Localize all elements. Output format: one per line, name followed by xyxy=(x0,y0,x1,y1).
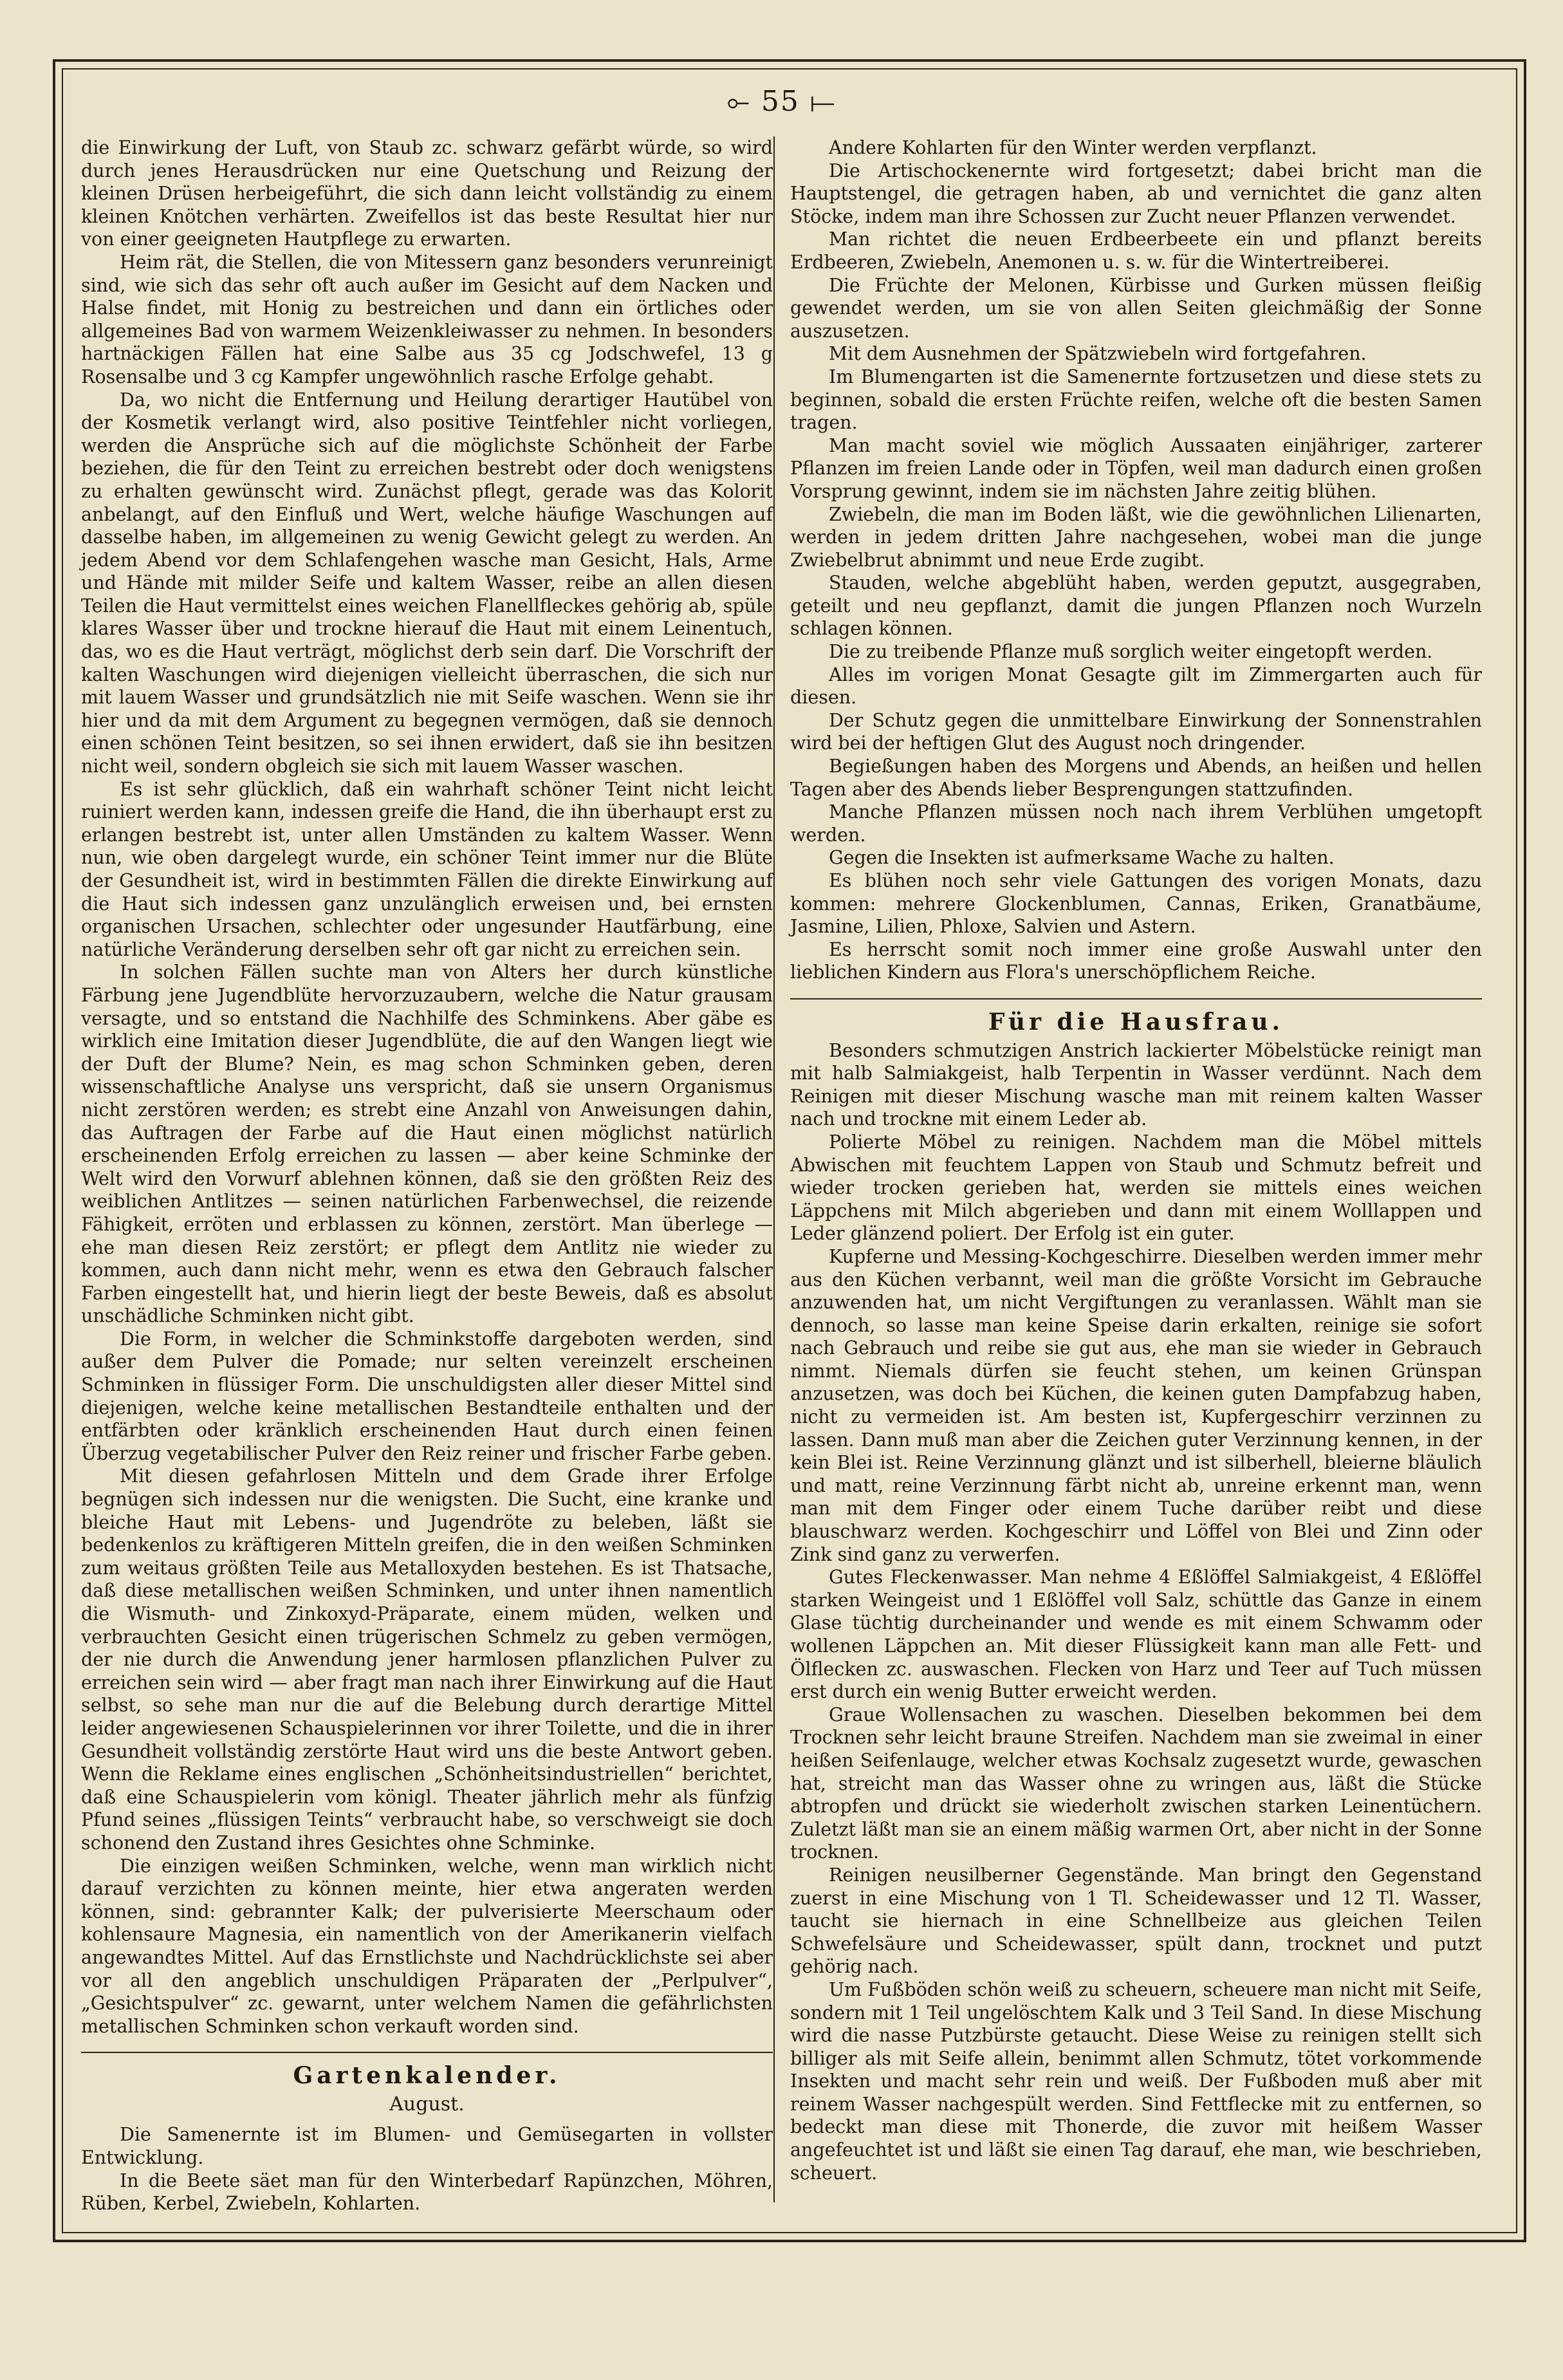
paragraph: Heim rät, die Stellen, die von Mitessern ganz besonders verunreinigt sind, wie sich das sehr oft auch außer im Gesicht auf dem Nacken und Halse findet, mit Honig zu bestreichen und dann ein örtliches oder allgemeines Bad von warmem Weizenkleiwasser zu nehmen. In besonders hartnäckigen Fällen hat eine Salbe aus 35 cg Jodschwefel, 13 g Rosensalbe und 3 cg Kampfer ungewöhnlich rasche Erfolge gehabt. xyxy=(81,251,773,387)
paragraph: Stauden, welche abgeblüht haben, werden geputzt, ausgegraben, geteilt und neu gepflanzt, damit die jungen Pflanzen noch Wurzeln schlagen können. xyxy=(790,572,1482,640)
paragraph: Manche Pflanzen müssen noch nach ihrem Verblühen umgetopft werden. xyxy=(790,801,1482,846)
paragraph: Alles im vorigen Monat Gesagte gilt im Zimmergarten auch für diesen. xyxy=(790,664,1482,709)
paragraph: Da, wo nicht die Entfernung und Heilung derartiger Hautübel von der Kosmetik verlangt wird, also positive Teintfehler nicht vorliegen, werden die Ansprüche sich auf die möglichste Schönheit der Farbe beziehen, die für den Teint zu erreichen bestrebt oder doch wenigstens zu erhalten gewünscht wird. Zunächst pflegt, gerade was das Kolorit anbelangt, auf den Einfluß und Wert, welche häufige Waschungen auf dasselbe haben, im allgemeinen zu wenig Gewicht gelegt zu werden. An jedem Abend vor dem Schlafengehen wasche man Gesicht, Hals, Arme und Hände mit milder Seife und kaltem Wasser, reibe an allen diesen Teilen die Haut vermittelst eines weichen Flanellfleckes gehörig ab, spüle klares Wasser über und trockne hierauf die Haut mit einem Leinentuch, das, wo es die Haut verträgt, möglichst derb sein darf. Die Vorschrift der kalten Waschungen wird diejenigen vielleicht überraschen, die sich nur mit lauem Wasser und grundsätzlich nie mit Seife waschen. Wenn sie ihr hier und da mit dem Argument zu begegnen vermögen, daß sie dennoch einen schönen Teint besitzen, so sei ihnen erwidert, daß sie ihn besitzen nicht weil, sondern obgleich sie sich mit lauem Wasser waschen. xyxy=(81,389,773,777)
paragraph: Zwiebeln, die man im Boden läßt, wie die gewöhnlichen Lilienarten, werden in jedem dritten Jahre nachgesehen, wobei man die junge Zwiebelbrut abnimmt und neue Erde zugibt. xyxy=(790,503,1482,571)
paragraph: Die Artischockenernte wird fortgesetzt; dabei bricht man die Hauptstengel, die getragen haben, ab und vernichtet die ganz alten Stöcke, indem man ihre Schossen zur Zucht neuer Pflanzen verwendet. xyxy=(790,160,1482,227)
paragraph: Die einzigen weißen Schminken, welche, wenn man wirklich nicht darauf verzichten zu können meinte, hier etwa angeraten werden können, sind: gebrannter Kalk; der pulverisierte Meerschaum oder kohlensaure Magnesia, ein namentlich von der Amerikanerin vielfach angewandtes Mittel. Auf das Ernstlichste und Nachdrücklichste sei aber vor all den angeblich unschuldigen Präparaten der „Perlpulver“, „Gesichtspulver“ zc. gewarnt, unter welchem Namen die gefährlichsten metallischen Schminken schon verkauft worden sind. xyxy=(81,1855,773,2037)
paragraph: Mit dem Ausnehmen der Spätzwiebeln wird fortgefahren. xyxy=(829,343,1367,365)
paragraph: Graue Wollensachen zu waschen. Dieselben bekommen bei dem Trocknen sehr leicht braune Streifen. Nachdem man sie zweimal in einer heißen Seifenlauge, welcher etwas Kochsalz zugesetzt wurde, gewaschen hat, streicht man das Wasser ohne zu wringen aus, läßt die Stücke abtropfen und drückt sie wiederholt zwischen starken Leinentüchern. Zuletzt läßt man sie an einem mäßig warmen Ort, aber nicht in der Sonne trocknen. xyxy=(790,1704,1482,1863)
ornament-right-icon: ⟝ xyxy=(809,85,837,118)
section-divider xyxy=(790,998,1482,999)
paragraph: Es blühen noch sehr viele Gattungen des vorigen Monats, dazu kommen: mehrere Glockenblumen, Cannas, Eriken, Granatbäume, Jasmine, Lilien, Phloxe, Salvien und Astern. xyxy=(790,870,1482,938)
household-heading: Für die Hausfrau. xyxy=(988,1008,1284,1036)
paragraph: die Einwirkung der Luft, von Staub zc. schwarz gefärbt würde, so wird durch jenes Herausdrücken nur eine Quetschung und Reizung der kleinen Drüsen herbeigeführt, die sich dann leicht vollständig zu einem kleinen Knötchen verhärten. Zweifellos ist das beste Resultat hier nur von einer geeigneten Hautpflege zu erwarten. xyxy=(81,137,773,250)
section-divider xyxy=(81,2052,773,2053)
paragraph: Man macht soviel wie möglich Aussaaten einjähriger, zarterer Pflanzen im freien Lande oder in Töpfen, weil man dadurch einen großen Vorsprung gewinnt, indem sie im nächsten Jahre zeitig blühen. xyxy=(790,434,1482,502)
paragraph: Andere Kohlarten für den Winter werden verpflanzt. xyxy=(829,137,1317,158)
ornament-left-icon: ⟜ xyxy=(726,85,751,118)
paragraph: Die Früchte der Melonen, Kürbisse und Gurken müssen fleißig gewendet werden, um sie von allen Seiten gleichmäßig der Sonne auszusetzen. xyxy=(790,274,1482,342)
paragraph: Die Samenernte ist im Blumen- und Gemüsegarten in vollster Entwicklung. xyxy=(81,2124,773,2169)
right-column xyxy=(790,136,1482,2202)
paragraph: In solchen Fällen suchte man von Alters her durch künstliche Färbung jene Jugendblüte hervorzuzaubern, welche die Natur grausam versagte, und so entstand die Nachhilfe des Schminkens. Aber gäbe es wirklich eine Imitation dieser Jugendblüte, die auf den Wangen liegt wie der Duft der Blume? Nein, es mag schon Schminken geben, deren wissenschaftliche Analyse uns verspricht, daß sie unsern Organismus nicht zerstören werden; es strebt eine Anzahl von Anweisungen dahin, das Auftragen der Farbe auf die Haut einen möglichst natürlich erscheinenden Erfolg erreichen zu lassen — aber keine Schminke der Welt wird den Vorwurf ablehnen können, daß sie den größten Reiz des weiblichen Antlitzes — seinen natürlichen Farbenwechsel, die reizende Fähigkeit, erröten und erblassen zu können, zerstört. Man überlege — ehe man diesen Reiz zerstört; er pflegt dem Antlitz nie wieder zu kommen, auch dann nicht mehr, wenn es etwa den Gebrauch falscher Farben eingestellt hat, und hierin liegt der beste Beweis, daß es absolut unschädliche Schminken nicht gibt. xyxy=(81,962,773,1327)
paragraph: Gegen die Insekten ist aufmerksame Wache zu halten. xyxy=(829,847,1335,869)
paragraph: Besonders schmutzigen Anstrich lackierter Möbelstücke reinigt man mit halb Salmiakgeist, halb Terpentin in Wasser verdünnt. Nach dem Reinigen mit dieser Mischung wasche man mit reinem kalten Wasser nach und trockne mit einem Leder ab. xyxy=(790,1039,1482,1130)
paragraph: Reinigen neusilberner Gegenstände. Man bringt den Gegenstand zuerst in eine Mischung von 1 Tl. Scheidewasser und 12 Tl. Wasser, taucht sie hiernach in eine Schnellbeize aus gleichen Teilen Schwefelsäure und Scheidewasser, spült dann, trocknet und putzt gehörig nach. xyxy=(790,1864,1482,1978)
paragraph: Kupferne und Messing-Kochgeschirre. Dieselben werden immer mehr aus den Küchen verbannt, weil man die größte Vorsicht im Gebrauche anzuwenden hat, um nicht Vergiftungen zu veranlassen. Wählt man sie dennoch, so lasse man keine Speise darin erkalten, reinige sie sofort nach Gebrauch und reibe sie gut aus, ehe man sie wieder in Gebrauch nimmt. Niemals dürfen sie feucht stehen, um keinen Grünspan anzusetzen, was doch bei Küchen, die keinen guten Dampfabzug haben, nicht zu vermeiden ist. Am besten ist, Kupfergeschirr verzinnen zu lassen. Dann muß man aber die Zeichen guter Verzinnung kennen, in der kein Blei ist. Reine Verzinnung glänzt und ist silberhell, bleierne bläulich und matt, reine Verzinnung färbt nicht ab, unreine erkennt man, wenn man mit dem Finger oder einem Tuche darüber reibt und diese blauschwarz werden. Kochgeschirr und Löffel von Blei und Zinn oder Zink sind ganz zu verwerfen. xyxy=(790,1245,1482,1565)
paragraph: Gutes Fleckenwasser. Man nehme 4 Eßlöffel Salmiakgeist, 4 Eßlöffel starken Weingeist und 1 Eßlöffel voll Salz, schüttle das Ganze in einem Glase tüchtig durcheinander und wende es mit einem Schwamm oder wollenen Läppchen an. Mit dieser Flüssigkeit kann man alle Fett- und Ölflecken zc. auswaschen. Flecken von Harz und Teer auf Tuch müssen erst durch ein wenig Butter erweicht werden. xyxy=(790,1567,1482,1703)
page-number: 55 xyxy=(761,85,800,118)
paragraph: Um Fußböden schön weiß zu scheuern, scheuere man nicht mit Seife, sondern mit 1 Teil ungelöschtem Kalk und 3 Teil Sand. In diese Mischung wird die nasse Putzbürste getaucht. Diese Weise zu reinigen stellt sich billiger als mit Seife allein, benimmt allen Schmutz, tötet vorkommende Insekten und macht sehr rein und weiß. Der Fußboden muß aber mit reinem Wasser nachgespült werden. Sind Fettflecke mit zu entfernen, so bedeckt man diese mit Thonerde, die zuvor mit heißem Wasser angefeuchtet ist und läßt sie einen Tag darauf, ehe man, wie beschrieben, scheuert. xyxy=(790,1978,1482,2184)
column-divider xyxy=(773,136,775,2202)
paragraph: Mit diesen gefahrlosen Mitteln und dem Grade ihrer Erfolge begnügen sich indessen nur die wenigsten. Die Sucht, eine kranke und bleiche Haut mit Lebens- und Jugendröte zu beleben, läßt sie bedenkenlos zu kräftigeren Mitteln greifen, die in den weißen Schminken zum weitaus größten Teile aus Metalloxyden bestehen. Es ist Thatsache, daß diese metallischen weißen Schminken, und unter ihnen namentlich die Wismuth- und Zinkoxyd-Präparate, einem müden, welken und verbrauchten Gesicht einen trügerischen Schmelz zu geben vermögen, der nie durch die Anwendung jener harmlosen pflanzlichen Pulver zu erreichen sein wird — aber fragt man nach ihrer Einwirkung auf die Haut selbst, so sehe man nur die auf die Belebung durch derartige Mittel leider angewiesenen Schauspielerinnen vor ihrer Toilette, und die in ihrer Gesundheit vollständig zerstörte Haut wird uns die beste Antwort geben. Wenn die Reklame eines englischen „Schönheitsindustriellen“ berichtet, daß eine Schauspielerin vom königl. Theater jährlich mehr als fünfzig Pfund seines „flüssigen Teints“ verbraucht habe, so verschweigt sie doch schonend den Zustand ihres Gesichtes ohne Schminke. xyxy=(81,1465,773,1854)
paragraph: In die Beete säet man für den Winterbedarf Rapünzchen, Möhren, Rüben, Kerbel, Zwiebeln, Kohlarten. xyxy=(81,2170,773,2215)
paragraph: Die Form, in welcher die Schminkstoffe dargeboten werden, sind außer dem Pulver die Pomade; nur selten vereinzelt erscheinen Schminken in flüssiger Form. Die unschuldigsten aller dieser Mittel sind diejenigen, welche keine metallischen Bestandteile enthalten und der entfärbten oder kränklich erscheinenden Haut durch einen feinen Überzug vegetabilischer Pulver den Reiz reiner und frischer Farbe geben. xyxy=(81,1328,773,1464)
paragraph: Im Blumengarten ist die Samenernte fortzusetzen und diese stets zu beginnen, sobald die ersten Früchte reifen, welche oft die besten Samen tragen. xyxy=(790,366,1482,434)
left-column xyxy=(81,136,773,2215)
paragraph: Es herrscht somit noch immer eine große Auswahl unter den lieblichen Kindern aus Flora's unerschöpflichem Reiche. xyxy=(790,938,1482,983)
garden-calendar-month: August. xyxy=(389,2092,465,2115)
paragraph: Die zu treibende Pflanze muß sorglich weiter eingetopft werden. xyxy=(829,641,1433,663)
paragraph: Polierte Möbel zu reinigen. Nachdem man die Möbel mittels Abwischen mit feuchtem Lappen von Staub und Schmutz befreit und wieder trocken gerieben hat, werden sie mittels eines weichen Läppchens mit Milch abgerieben und dann mit einem Wolllappen und Leder glänzend poliert. Der Erfolg ist ein guter. xyxy=(790,1131,1482,1245)
paragraph: Der Schutz gegen die unmittelbare Einwirkung der Sonnenstrahlen wird bei der heftigen Glut des August noch dringender. xyxy=(790,709,1482,754)
paragraph: Es ist sehr glücklich, daß ein wahrhaft schöner Teint nicht leicht ruiniert werden kann, indessen greife die Hand, die ihn überhaupt erst zu erlangen bestrebt ist, unter allen Umständen zu kaltem Wasser. Wenn nun, wie oben dargelegt wurde, ein schöner Teint immer nur die Blüte der Gesundheit ist, wird in bestimmten Fällen die direkte Einwirkung auf die Haut sich indessen ganz unzulänglich erweisen und, bei ernsten organischen Ursachen, schlechter oder ungesunder Hautfärbung, eine natürliche Veränderung derselben sehr oft gar nicht zu erreichen sein. xyxy=(81,778,773,960)
garden-calendar-heading: Gartenkalender. xyxy=(293,2062,561,2090)
paragraph: Man richtet die neuen Erdbeerbeete ein und pflanzt bereits Erdbeeren, Zwiebeln, Anemonen u. s. w. für die Wintertreiberei. xyxy=(790,228,1482,273)
page-header xyxy=(0,85,1563,118)
paragraph: Begießungen haben des Morgens und Abends, an heißen und hellen Tagen aber des Abends lieber Besprengungen stattzufinden. xyxy=(790,756,1482,800)
